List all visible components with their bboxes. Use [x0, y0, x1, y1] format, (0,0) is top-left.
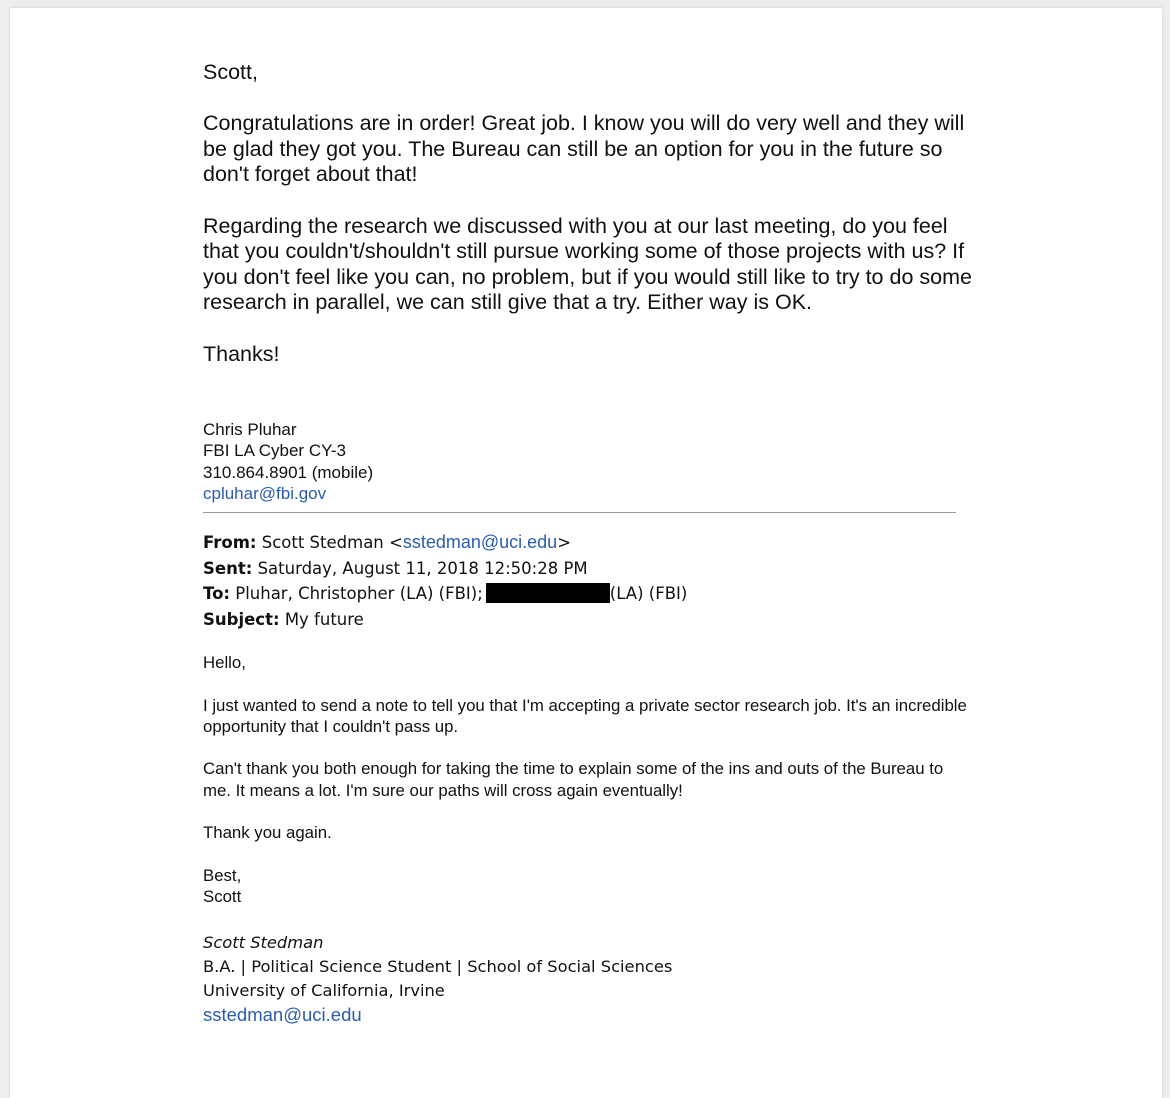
original-signature — [203, 931, 672, 1027]
reply-closing: Thanks! — [203, 341, 280, 366]
signature-school: University of California, Irvine — [203, 981, 445, 1000]
original-message-body — [203, 652, 973, 908]
reply-paragraph-2: Regarding the research we discussed with you at our last meeting, do you feel that you couldn't/shouldn't still pursue working some of those projects with us? If you don't feel like you can, no problem, but if you would still like to try to do some research in parallel, we can still give that a try. Either way is OK. — [203, 213, 972, 315]
to-row — [203, 581, 687, 607]
sender-unit: FBI LA Cyber CY-3 — [203, 441, 346, 461]
subject-row — [203, 607, 687, 633]
from-name: Scott Stedman < — [261, 533, 403, 552]
sent-value: Saturday, August 11, 2018 12:50:28 PM — [257, 558, 588, 578]
sender-signature — [203, 419, 373, 505]
sender-name: Chris Pluhar — [203, 420, 297, 439]
original-paragraph-3: Thank you again. — [203, 823, 332, 843]
original-closing: Best, — [203, 865, 242, 885]
signature-title: B.A. | Political Science Student | School of Social Sciences — [203, 957, 673, 976]
subject-label: Subject: — [203, 609, 280, 629]
to-suffix: (LA) (FBI) — [609, 584, 688, 603]
to-value: Pluhar, Christopher (LA) (FBI); — [235, 584, 483, 603]
redaction-box — [486, 583, 610, 603]
sent-row — [203, 556, 687, 582]
sent-label: Sent: — [203, 558, 253, 578]
subject-value: My future — [284, 609, 364, 629]
reply-paragraph-1: Congratulations are in order! Great job. I know you will do very well and they will be glad they got you. The Bureau can still be an option for you in the future so don't forget about that! — [203, 111, 965, 187]
from-email-link[interactable]: sstedman@uci.edu — [402, 532, 558, 552]
reply-body — [203, 60, 973, 367]
original-closing-name: Scott — [203, 887, 242, 907]
from-row — [203, 530, 687, 556]
sender-email-link[interactable]: cpluhar@fbi.gov — [203, 484, 327, 504]
original-paragraph-1: I just wanted to send a note to tell you that I'm accepting a private sector research job. It's an incredible opportunity that I couldn't pass up. — [203, 695, 967, 736]
signature-name: Scott Stedman — [203, 933, 324, 952]
original-message-header — [203, 530, 687, 632]
from-suffix: > — [557, 533, 572, 552]
signature-email-link[interactable]: sstedman@uci.edu — [203, 1004, 362, 1025]
to-label: To: — [203, 584, 230, 603]
sender-phone: 310.864.8901 (mobile) — [203, 462, 374, 482]
separator-line — [203, 512, 956, 513]
original-greeting: Hello, — [203, 653, 246, 672]
reply-greeting: Scott, — [203, 60, 258, 84]
original-paragraph-2: Can't thank you both enough for taking the time to explain some of the ins and outs of the Bureau to me. It means a lot. I'm sure our paths will cross again eventually! — [203, 759, 944, 800]
from-label: From: — [203, 533, 257, 552]
